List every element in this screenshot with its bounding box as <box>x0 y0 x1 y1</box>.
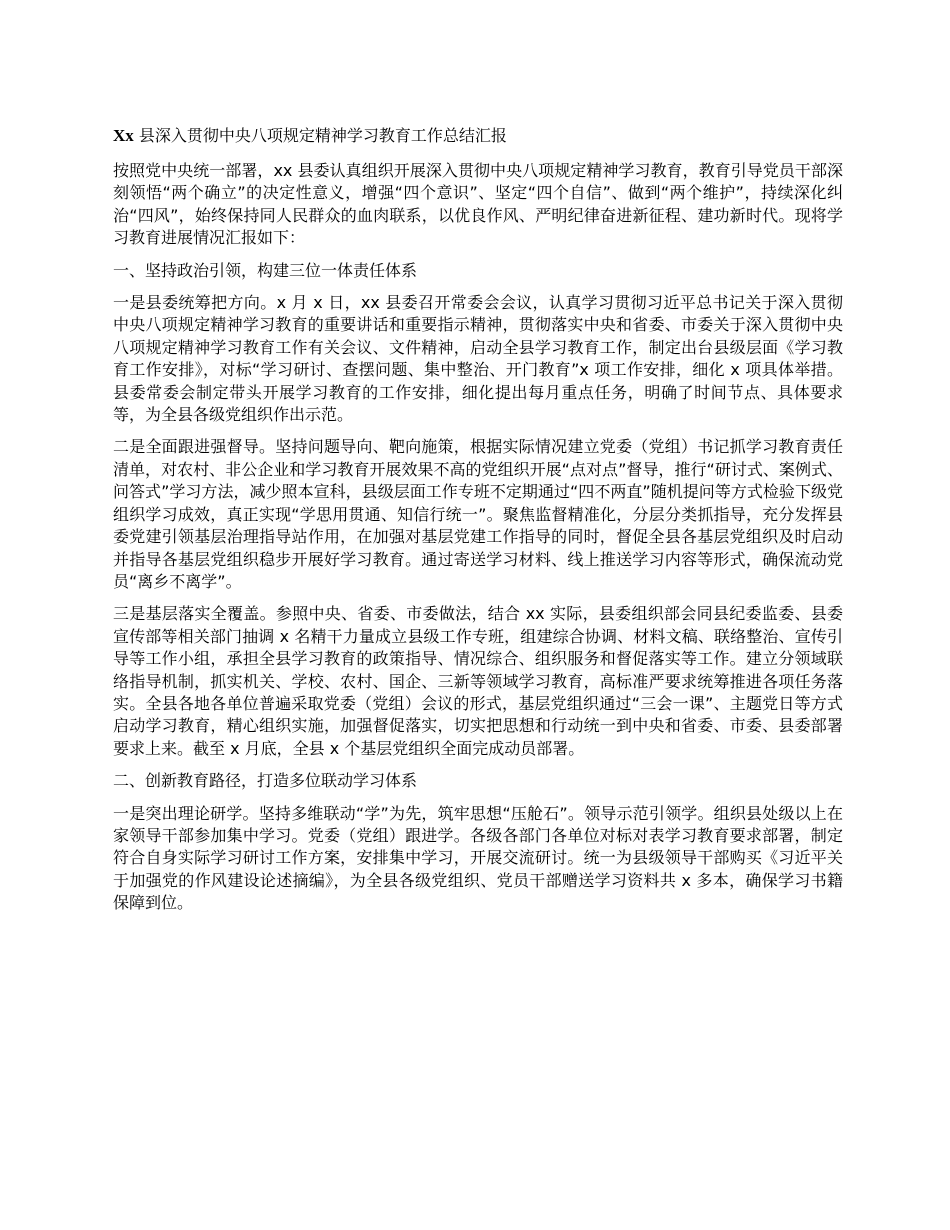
section-1-paragraph-3: 三是基层落实全覆盖。参照中央、省委、市委做法，结合 xx 实际，县委组织部会同县纪委监委、县委宣传部等相关部门抽调 x 名精干力量成立县级工作专班，组建综合协调、材料文稿、联络整治、宣传引导等工作小组，承担全县学习教育的政策指导、情况综合、组织服务和督促落实等工作。建立分领域联络指导机制，抓实机关、学校、农村、国企、三新等领域学习教育，高标准严要求统筹推进各项任务落实。全县各地各单位普遍采取党委（党组）会议的形式，基层党组织通过“三会一课”、主题党日等方式启动学习教育，精心组织实施，加强督促落实，切实把思想和行动统一到中央和省委、市委、县委部署要求上来。截至 x 月底，全县 x 个基层党组织全面完成动员部署。 <box>113 604 843 758</box>
title-rest: 县深入贯彻中央八项规定精神学习教育工作总结汇报 <box>133 126 507 145</box>
document-page <box>113 125 843 925</box>
intro-paragraph: 按照党中央统一部署，xx 县委认真组织开展深入贯彻中央八项规定精神学习教育，教育引导党员干部深刻领悟“两个确立”的决定性意义，增强“四个意识”、坚定“四个自信”、做到“两个维护”，持续深化纠治“四风”，始终保持同人民群众的血肉联系，以优良作风、严明纪律奋进新征程、建功新时代。现将学习教育进展情况汇报如下： <box>113 161 843 248</box>
section-2-heading: 二、创新教育路径，打造多位联动学习体系 <box>113 771 418 791</box>
section-2-paragraph-1: 一是突出理论研学。坚持多维联动“学”为先，筑牢思想“压舱石”。领导示范引领学。组织县处级以上在家领导干部参加集中学习。党委（党组）跟进学。各级各部门各单位对标对表学习教育要求部署，制定符合自身实际学习研讨工作方案，安排集中学习，开展交流研讨。统一为县级领导干部购买《习近平关于加强党的作风建设论述摘编》，为全县各级党组织、党员干部赠送学习资料共 x 多本，确保学习书籍保障到位。 <box>113 803 843 913</box>
section-1-paragraph-1: 一是县委统筹把方向。x 月 x 日，xx 县委召开常委会会议，认真学习贯彻习近平总书记关于深入贯彻中央八项规定精神学习教育的重要讲话和重要指示精神，贯彻落实中央和省委、市委关于深入贯彻中央八项规定精神学习教育工作有关会议、文件精神，启动全县学习教育工作，制定出台县级层面《学习教育工作安排》，对标“学习研讨、查摆问题、集中整治、开门教育”x 项工作安排，细化 x 项具体举措。县委常委会制定带头开展学习教育的工作安排，细化提出每月重点任务，明确了时间节点、具体要求等，为全县各级党组织作出示范。 <box>113 293 843 425</box>
section-1-paragraph-2: 二是全面跟进强督导。坚持问题导向、靶向施策，根据实际情况建立党委（党组）书记抓学习教育责任清单，对农村、非公企业和学习教育开展效果不高的党组织开展“点对点”督导，推行“研讨式、案例式、问答式”学习方法，减少照本宣科，县级层面工作专班不定期通过“四不两直”随机提问等方式检验下级党组织学习成效，真正实现“学思用贯通、知信行统一”。聚焦监督精准化，分层分类抓指导，充分发挥县委党建引领基层治理指导站作用，在加强对基层党建工作指导的同时，督促全县各基层党组织及时启动并指导各基层党组织稳步开展好学习教育。通过寄送学习材料、线上推送学习内容等形式，确保流动党员“离乡不离学”。 <box>113 437 843 591</box>
title-lead: Xx <box>113 126 134 145</box>
section-1-heading: 一、坚持政治引领，构建三位一体责任体系 <box>113 260 418 280</box>
document-title <box>113 125 843 147</box>
